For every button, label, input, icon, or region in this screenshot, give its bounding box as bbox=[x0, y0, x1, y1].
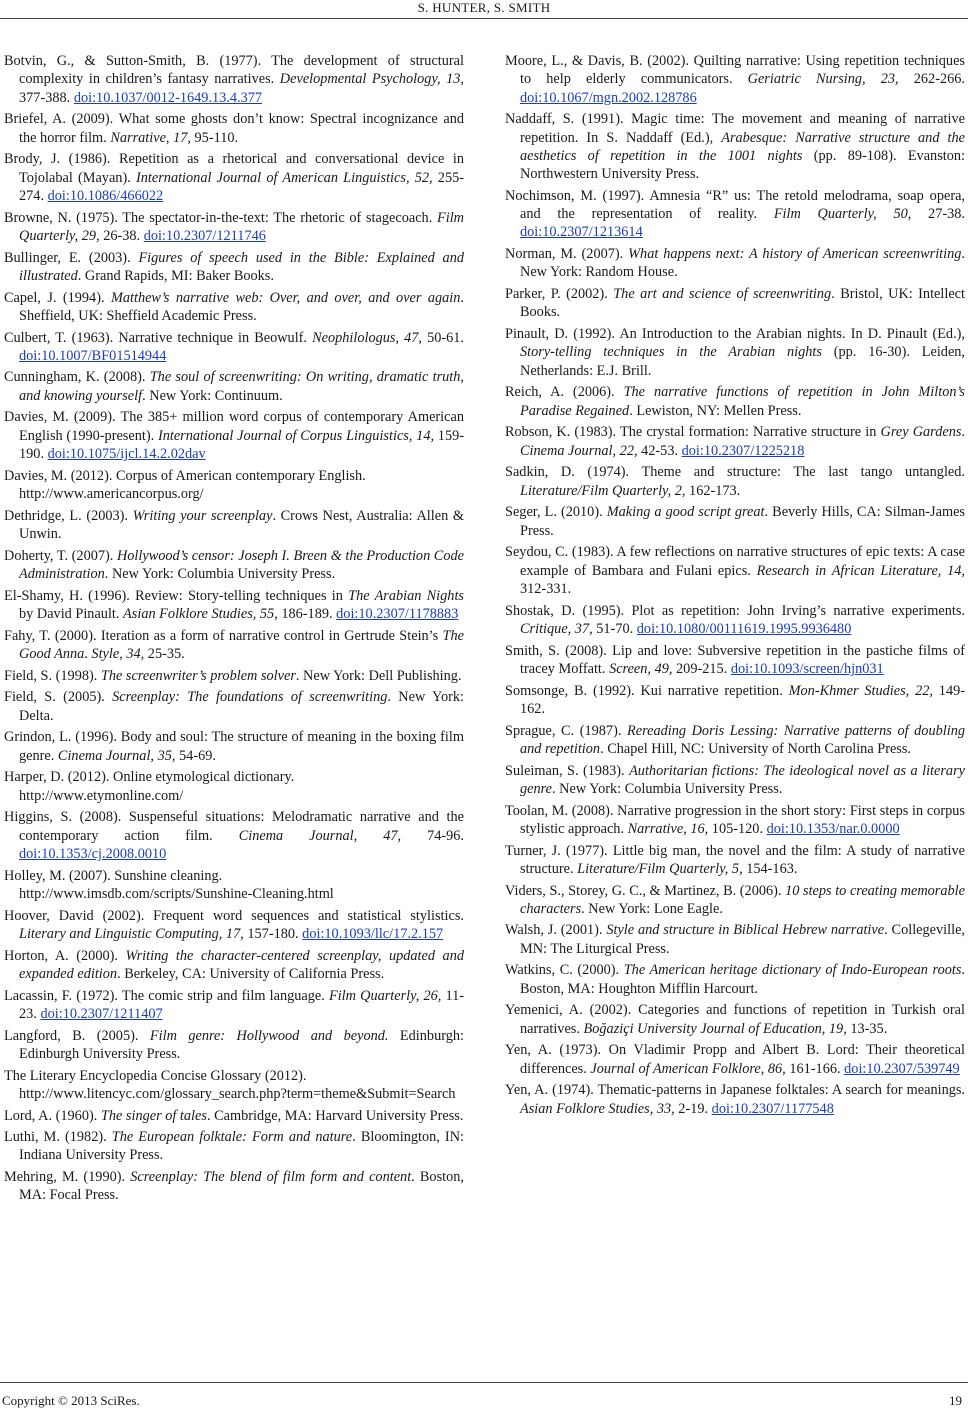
doi-link[interactable]: doi:10.1086/466022 bbox=[47, 187, 164, 204]
reference-text: 262-266. bbox=[898, 71, 965, 88]
reference-list-right-column bbox=[505, 52, 965, 1121]
reference-entry bbox=[4, 547, 464, 584]
reference-entry bbox=[4, 768, 464, 805]
reference-text: 13-35. bbox=[846, 1020, 888, 1037]
copyright-notice: Copyright © 2013 SciRes. bbox=[2, 1393, 140, 1408]
reference-italic-text: Boğaziçi University Journal of Education, 19, bbox=[583, 1020, 847, 1037]
reference-text: 25-35. bbox=[144, 645, 185, 662]
reference-italic-text: Writing the character-centered screenplay, updated and expanded edition bbox=[19, 947, 464, 982]
reference-entry bbox=[4, 289, 464, 326]
reference-entry bbox=[505, 110, 965, 183]
reference-list-left-column bbox=[4, 52, 464, 1208]
reference-text: Lord, A. (1960). bbox=[4, 1107, 101, 1124]
reference-entry bbox=[4, 150, 464, 205]
reference-entry bbox=[505, 842, 965, 879]
reference-text: . Collegeville, MN: The Liturgical Press. bbox=[520, 922, 965, 957]
reference-text: Cunningham, K. (2008). bbox=[4, 369, 150, 386]
reference-italic-text: Film Quarterly, 26, bbox=[328, 987, 442, 1004]
reference-text: Browne, N. (1975). The spectator-in-the-text: The rhetoric of stagecoach. bbox=[4, 209, 437, 226]
reference-italic-text: Hollywood’s censor: Joseph I. Breen & the Production Code Administration bbox=[19, 547, 464, 583]
reference-text: . New York: Delta. bbox=[19, 689, 464, 724]
reference-text: Botvin, G., & Sutton-Smith, B. (1977). The development of structural complexity in children’s fantasy narratives. bbox=[4, 53, 464, 88]
reference-italic-text: Style and structure in Biblical Hebrew narrative bbox=[606, 922, 885, 939]
reference-italic-text: Grey Gardens bbox=[880, 424, 962, 441]
reference-entry bbox=[4, 728, 464, 765]
doi-link[interactable]: doi:10.2307/1177548 bbox=[711, 1100, 834, 1117]
reference-text: . Bristol, UK: Intellect Books. bbox=[520, 286, 966, 321]
doi-link[interactable]: doi:10.2307/1213614 bbox=[520, 224, 643, 241]
reference-italic-text: Critique, 37, bbox=[520, 620, 593, 637]
reference-text: Sprague, C. (1987). bbox=[505, 722, 627, 739]
reference-text: Briefel, A. (2009). What some ghosts don’t know: Spectral incognizance and the horror film. bbox=[4, 111, 464, 146]
doi-link[interactable]: doi:10.1093/screen/hjn031 bbox=[730, 660, 884, 677]
reference-text: Lacassin, F. (1972). The comic strip and film language. bbox=[4, 987, 329, 1004]
reference-text: Field, S. (1998). bbox=[4, 667, 101, 684]
reference-url: http://www.imsdb.com/scripts/Sunshine-Cleaning.html bbox=[19, 885, 334, 902]
reference-text: 54-69. bbox=[175, 747, 216, 764]
reference-italic-text: Literary and Linguistic Computing, 17, bbox=[19, 925, 244, 942]
reference-italic-text: The narrative functions of repetition in John Milton’s Paradise Regained bbox=[520, 384, 965, 419]
reference-entry bbox=[4, 467, 464, 504]
reference-text: . New York: Random House. bbox=[520, 246, 965, 281]
reference-entry bbox=[505, 1081, 965, 1118]
reference-entry bbox=[505, 882, 965, 919]
reference-entry bbox=[4, 408, 464, 463]
reference-entry bbox=[4, 867, 464, 904]
reference-italic-text: The art and science of screenwriting bbox=[613, 286, 832, 303]
reference-text: 2-19. bbox=[674, 1100, 712, 1117]
page-number: 19 bbox=[949, 1393, 962, 1408]
reference-italic-text: Making a good script great bbox=[606, 504, 765, 521]
reference-text: Seger, L. (2010). bbox=[505, 504, 607, 521]
reference-text: Mehring, M. (1990). bbox=[4, 1169, 131, 1186]
reference-italic-text: Screenplay: The foundations of screenwriting bbox=[112, 689, 388, 706]
reference-text: Robson, K. (1983). The crystal formation: Narrative structure in bbox=[505, 424, 881, 441]
reference-text: . bbox=[84, 645, 92, 662]
reference-text: . Chapel Hill, NC: University of North Carolina Press. bbox=[600, 740, 912, 757]
reference-italic-text: Film genre: Hollywood and beyond. bbox=[149, 1027, 389, 1044]
reference-italic-text: Story-telling techniques in the Arabian nights bbox=[520, 344, 822, 361]
reference-text: Davies, M. (2012). Corpus of American contemporary English. bbox=[4, 467, 366, 484]
reference-text: 74-96. bbox=[401, 827, 464, 844]
reference-text: 161-166. bbox=[785, 1060, 845, 1077]
reference-text: Field, S. (2005). bbox=[4, 689, 113, 706]
reference-entry bbox=[505, 383, 965, 420]
reference-entry bbox=[4, 947, 464, 984]
reference-text: 159-190. bbox=[19, 427, 465, 463]
reference-italic-text: International Journal of Corpus Linguistics, 14, bbox=[157, 427, 435, 444]
reference-italic-text: Developmental Psychology, 13, bbox=[279, 71, 464, 88]
reference-entry bbox=[505, 52, 965, 107]
reference-italic-text: The Arabian Nights bbox=[348, 587, 464, 604]
reference-text: Watkins, C. (2000). bbox=[505, 962, 624, 979]
reference-entry bbox=[4, 1067, 464, 1104]
reference-text: 51-70. bbox=[592, 620, 637, 637]
reference-italic-text: Matthew’s narrative web: Over, and over, and over again bbox=[110, 289, 461, 306]
reference-text: 312-331. bbox=[520, 580, 572, 597]
reference-text: . Crows Nest, Australia: Allen & Unwin. bbox=[19, 507, 464, 543]
footer-divider bbox=[0, 1382, 968, 1383]
reference-italic-text: Geriatric Nursing, 23, bbox=[747, 71, 899, 88]
reference-text: Luthi, M. (1982). bbox=[4, 1129, 112, 1146]
reference-entry bbox=[4, 587, 464, 624]
reference-text: . Lewiston, NY: Mellen Press. bbox=[629, 402, 802, 419]
reference-entry bbox=[4, 52, 464, 107]
reference-text: Viders, S., Storey, G. C., & Martinez, B. (2006). bbox=[505, 882, 786, 899]
reference-italic-text: Literature/Film Quarterly, 2, bbox=[520, 482, 686, 499]
reference-text: Horton, A. (2000). bbox=[4, 947, 126, 964]
reference-text: . New York: Columbia University Press. bbox=[104, 566, 336, 583]
reference-text: Toolan, M. (2008). Narrative progression in the short story: First steps in corpus stylistic approach. bbox=[505, 802, 965, 837]
reference-text: 149-162. bbox=[520, 682, 966, 717]
reference-text: 26-38. bbox=[99, 227, 144, 244]
reference-italic-text: The Good Anna bbox=[19, 627, 464, 662]
reference-text: Yen, A. (1974). Thematic-patterns in Japanese folktales: A search for meanings. bbox=[505, 1082, 965, 1099]
reference-text: Shostak, D. (1995). Plot as repetition: John Irving’s narrative experiments. bbox=[505, 602, 965, 619]
reference-text: Davies, M. (2009). The 385+ million word corpus of contemporary American English (1990-present). bbox=[4, 409, 464, 444]
reference-text: The Literary Encyclopedia Concise Glossary (2012). bbox=[4, 1067, 307, 1084]
reference-entry bbox=[505, 802, 965, 839]
reference-entry bbox=[505, 1001, 965, 1038]
reference-text: Moore, L., & Davis, B. (2002). Quilting narrative: Using repetition techniques to help elderly communicators. bbox=[505, 53, 965, 88]
reference-text: . Grand Rapids, MI: Baker Books. bbox=[77, 267, 274, 284]
reference-text: Brody, J. (1986). Repetition as a rhetorical and conversational device in Tojolabal (Mayan). bbox=[4, 151, 464, 186]
reference-text: Culbert, T. (1963). Narrative technique in Beowulf. bbox=[4, 329, 313, 346]
reference-text: Dethridge, L. (2003). bbox=[4, 507, 133, 524]
reference-text: 11-23. bbox=[19, 987, 464, 1022]
reference-text: . Berkeley, CA: University of California Press. bbox=[117, 965, 385, 982]
reference-text: . Boston, MA: Focal Press. bbox=[19, 1169, 464, 1204]
reference-text: 186-189. bbox=[277, 606, 337, 622]
reference-entry bbox=[4, 688, 464, 725]
reference-text: 27-38. bbox=[911, 206, 965, 223]
reference-text: 162-173. bbox=[685, 482, 741, 499]
reference-text: 95-110. bbox=[190, 129, 239, 146]
reference-text: 50-61. bbox=[422, 329, 464, 346]
reference-entry bbox=[4, 907, 464, 944]
reference-text: . New York: Lone Eagle. bbox=[581, 900, 723, 917]
running-head: S. HUNTER, S. SMITH bbox=[417, 0, 551, 15]
reference-text: . New York: Columbia University Press. bbox=[552, 780, 783, 797]
reference-text: Turner, J. (1977). Little big man, the novel and the film: A study of narrative structure. bbox=[505, 842, 965, 877]
reference-text: Hoover, David (2002). Frequent word sequences and statistical stylistics. bbox=[4, 907, 464, 924]
reference-text: . Cambridge, MA: Harvard University Press. bbox=[206, 1107, 464, 1124]
reference-text: 157-180. bbox=[243, 925, 303, 942]
doi-link[interactable]: doi:10.1353/cj.2008.0010 bbox=[19, 845, 167, 862]
reference-text: Norman, M. (2007). bbox=[505, 246, 629, 263]
reference-entry bbox=[505, 187, 965, 242]
reference-text: . Beverly Hills, CA: Silman-James Press. bbox=[520, 504, 965, 539]
reference-italic-text: Arabesque: Narrative structure and the aesthetics of repetition in the 1001 nights bbox=[520, 129, 965, 164]
reference-text: Smith, S. (2008). Lip and love: Subversive repetition in the pastiche films of tracey Moffatt. bbox=[505, 642, 965, 677]
reference-italic-text: The American heritage dictionary of Indo-European roots bbox=[623, 962, 962, 979]
header-divider bbox=[0, 18, 968, 19]
reference-entry bbox=[505, 463, 965, 500]
reference-entry bbox=[4, 110, 464, 147]
reference-text: . New York: Continuum. bbox=[142, 387, 283, 404]
reference-entry bbox=[4, 1107, 464, 1125]
reference-text: Sadkin, D. (1974). Theme and structure: The last tango untangled. bbox=[505, 464, 965, 481]
reference-text: Holley, M. (2007). Sunshine cleaning. bbox=[4, 867, 223, 884]
reference-entry bbox=[505, 642, 965, 679]
reference-text: Capel, J. (1994). bbox=[4, 289, 111, 306]
reference-entry bbox=[505, 503, 965, 540]
reference-text: (pp. 89-108). Evanston: Northwestern University Press. bbox=[520, 147, 966, 183]
reference-text: Fahy, T. (2000). Iteration as a form of narrative control in Gertrude Stein’s bbox=[4, 627, 443, 644]
reference-entry bbox=[4, 507, 464, 544]
reference-italic-text: Literature/Film Quarterly, 5, bbox=[577, 860, 743, 877]
reference-italic-text: The singer of tales bbox=[100, 1107, 207, 1124]
reference-entry bbox=[505, 245, 965, 282]
reference-text: by David Pinault. bbox=[19, 606, 124, 622]
doi-link[interactable]: doi:10.1075/ijcl.14.2.02dav bbox=[47, 446, 206, 463]
reference-entry bbox=[505, 285, 965, 322]
reference-italic-text: 10 steps to creating memorable characters bbox=[520, 882, 965, 917]
reference-entry bbox=[4, 1128, 464, 1165]
reference-url: http://www.litencyc.com/glossary_search.php?term=theme&Submit=Search bbox=[19, 1085, 456, 1102]
reference-entry bbox=[505, 961, 965, 998]
reference-italic-text: Screen, 49, bbox=[609, 660, 673, 677]
reference-text: Harper, D. (2012). Online etymological dictionary. bbox=[4, 769, 295, 786]
reference-entry bbox=[4, 249, 464, 286]
reference-text: Langford, B. (2005). bbox=[4, 1027, 150, 1044]
doi-link[interactable]: doi:10.2307/539749 bbox=[844, 1060, 960, 1077]
reference-text: Walsh, J. (2001). bbox=[505, 922, 607, 939]
doi-link[interactable]: doi:10.2307/1178883 bbox=[336, 606, 459, 622]
reference-text: . bbox=[961, 424, 965, 441]
doi-link[interactable]: doi:10.1093/llc/17.2.157 bbox=[302, 925, 444, 942]
reference-italic-text: Journal of American Folklore, 86, bbox=[590, 1060, 786, 1077]
reference-italic-text: Narrative, 17, bbox=[110, 129, 191, 146]
reference-entry bbox=[505, 722, 965, 759]
reference-entry bbox=[4, 1027, 464, 1064]
reference-italic-text: Style, 34, bbox=[91, 645, 145, 662]
doi-link[interactable]: doi:10.1007/BF01514944 bbox=[19, 347, 167, 364]
reference-text: Reich, A. (2006). bbox=[505, 384, 624, 401]
reference-entry bbox=[4, 627, 464, 664]
reference-italic-text: What happens next: A history of American screenwriting bbox=[628, 246, 962, 263]
reference-url: http://www.americancorpus.org/ bbox=[19, 486, 204, 503]
reference-text: Bullinger, E. (2003). bbox=[4, 249, 139, 266]
reference-italic-text: Research in African Literature, 14, bbox=[756, 562, 965, 579]
reference-text: Higgins, S. (2008). Suspenseful situations: Melodramatic narrative and the contemporary action film. bbox=[4, 809, 464, 844]
reference-text: 105-120. bbox=[708, 820, 767, 837]
reference-italic-text: Film Quarterly, 29, bbox=[19, 209, 464, 244]
doi-link[interactable]: doi:10.1080/00111619.1995.9936480 bbox=[636, 620, 852, 637]
reference-text: . Boston, MA: Houghton Mifflin Harcourt. bbox=[520, 962, 965, 997]
reference-italic-text: Asian Folklore Studies, 55, bbox=[123, 606, 278, 622]
reference-text: . New York: Dell Publishing. bbox=[295, 667, 462, 684]
doi-link[interactable]: doi:10.2307/1211407 bbox=[40, 1005, 163, 1022]
reference-entry bbox=[505, 1041, 965, 1078]
doi-link[interactable]: doi:10.1067/mgn.2002.128786 bbox=[520, 89, 697, 106]
doi-link[interactable]: doi:10.1037/0012-1649.13.4.377 bbox=[73, 89, 263, 106]
reference-entry bbox=[4, 329, 464, 366]
reference-entry bbox=[505, 682, 965, 719]
reference-text: Pinault, D. (1992). An Introduction to the Arabian nights. In D. Pinault (Ed.), bbox=[505, 326, 965, 343]
reference-entry bbox=[505, 543, 965, 598]
reference-text: . Bloomington, IN: Indiana University Press. bbox=[19, 1129, 464, 1164]
reference-text: Grindon, L. (1996). Body and soul: The structure of meaning in the boxing film genre. bbox=[4, 729, 464, 764]
reference-text: Seydou, C. (1983). A few reflections on narrative structures of epic texts: A case example of Bambara and Fulani epics. bbox=[505, 544, 965, 579]
reference-italic-text: The soul of screenwriting: On writing, dramatic truth, and knowing yourself bbox=[19, 369, 464, 404]
reference-italic-text: Mon-Khmer Studies, 22, bbox=[788, 682, 933, 699]
reference-text: Yemenici, A. (2002). Categories and functions of repetition in Turkish oral narratives. bbox=[505, 1002, 965, 1037]
reference-italic-text: Neophilologus, 47, bbox=[312, 329, 422, 346]
reference-entry bbox=[505, 921, 965, 958]
reference-text: 377-388. bbox=[19, 89, 74, 106]
reference-italic-text: Screenplay: The blend of film form and content bbox=[130, 1169, 412, 1186]
reference-entry bbox=[505, 325, 965, 380]
reference-italic-text: Writing your screenplay bbox=[132, 507, 273, 524]
reference-entry bbox=[505, 602, 965, 639]
reference-italic-text: The European folktale: Form and nature bbox=[111, 1129, 353, 1146]
doi-link[interactable]: doi:10.2307/1211746 bbox=[143, 227, 266, 244]
reference-entry bbox=[4, 987, 464, 1024]
reference-text: Nochimson, M. (1997). Amnesia “R” us: The retold melodrama, soap opera, and the representation of reality. bbox=[505, 187, 965, 223]
reference-text: 42-53. bbox=[637, 442, 682, 459]
reference-entry bbox=[4, 209, 464, 246]
reference-text: El-Shamy, H. (1996). Review: Story-telling techniques in bbox=[4, 587, 349, 604]
reference-italic-text: The screenwriter’s problem solver bbox=[100, 667, 296, 684]
reference-text: Doherty, T. (2007). bbox=[4, 547, 117, 564]
reference-italic-text: Narrative, 16, bbox=[627, 820, 709, 837]
reference-entry bbox=[4, 1168, 464, 1205]
reference-text: Naddaff, S. (1991). Magic time: The movement and meaning of narrative repetition. In S. Naddaff (Ed.), bbox=[505, 111, 965, 146]
reference-italic-text: Figures of speech used in the Bible: Explained and illustrated bbox=[19, 249, 464, 284]
doi-link[interactable]: doi:10.2307/1225218 bbox=[681, 442, 805, 459]
reference-entry bbox=[505, 762, 965, 799]
reference-entry bbox=[505, 423, 965, 460]
reference-text: Somsonge, B. (1992). Kui narrative repetition. bbox=[505, 682, 789, 699]
reference-italic-text: Rereading Doris Lessing: Narrative patterns of doubling and repetition bbox=[520, 722, 965, 757]
reference-italic-text: International Journal of American Linguistics, 52, bbox=[136, 169, 433, 186]
doi-link[interactable]: doi:10.1353/nar.0.0000 bbox=[766, 820, 900, 837]
reference-italic-text: Cinema Journal, 35, bbox=[57, 747, 176, 764]
reference-italic-text: Authoritarian fictions: The ideological novel as a literary genre bbox=[520, 762, 965, 797]
reference-text: Parker, P. (2002). bbox=[505, 286, 614, 303]
reference-italic-text: Cinema Journal, 22, bbox=[520, 442, 638, 459]
reference-entry bbox=[4, 808, 464, 863]
reference-text: Edinburgh: Edinburgh University Press. bbox=[19, 1027, 464, 1062]
reference-text: (pp. 16-30). Leiden, Netherlands: E.J. Brill. bbox=[520, 344, 966, 379]
reference-text: . Sheffield, UK: Sheffield Academic Press. bbox=[19, 289, 464, 324]
reference-text: 154-163. bbox=[742, 860, 798, 877]
reference-entry bbox=[4, 368, 464, 405]
reference-text: Suleiman, S. (1983). bbox=[505, 762, 630, 779]
reference-url: http://www.etymonline.com/ bbox=[19, 787, 184, 804]
reference-italic-text: Film Quarterly, 50, bbox=[773, 206, 912, 223]
reference-italic-text: Asian Folklore Studies, 33, bbox=[520, 1100, 675, 1117]
reference-entry bbox=[4, 667, 464, 685]
reference-text: Yen, A. (1973). On Vladimir Propp and Albert B. Lord: Their theoretical differences. bbox=[505, 1042, 965, 1077]
reference-text: 209-215. bbox=[672, 660, 731, 677]
reference-text: 255-274. bbox=[19, 169, 465, 204]
reference-italic-text: Cinema Journal, 47, bbox=[238, 827, 402, 844]
